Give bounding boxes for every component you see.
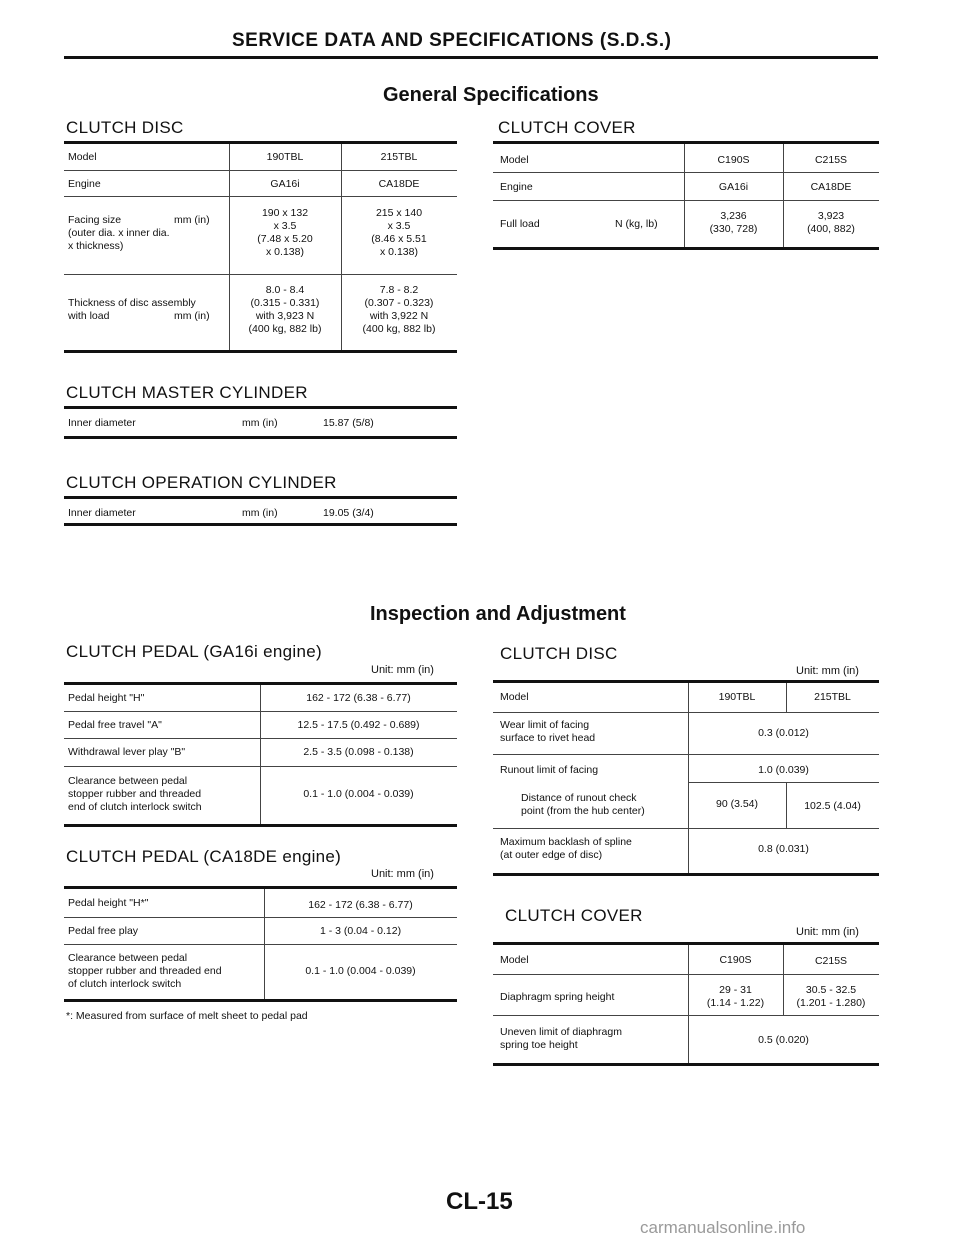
- cover-engine-ca18de: CA18DE: [810, 181, 852, 193]
- operation-cylinder-title: CLUTCH OPERATION CYLINDER: [66, 473, 337, 492]
- distance-runout-label-line: point (from the hub center): [521, 805, 645, 817]
- rule: [493, 172, 879, 173]
- general-specifications-title: General Specifications: [383, 84, 599, 106]
- disc-model-190tbl: 190TBL: [718, 691, 756, 703]
- rule: [64, 711, 457, 712]
- clearance-ca18de-label: [68, 952, 222, 991]
- rule: [493, 141, 879, 144]
- header-rule: [64, 56, 878, 59]
- uneven-limit-value: 0.5 (0.020): [758, 1034, 809, 1046]
- cover-insp-model-label: Model: [500, 954, 529, 966]
- uneven-limit-label-line: spring toe height: [500, 1039, 578, 1051]
- thickness-190-line: (0.315 - 0.331): [250, 297, 320, 309]
- wear-limit-label-line: Wear limit of facing: [500, 719, 590, 731]
- thickness-190-line: (400 kg, 882 lb): [248, 323, 322, 335]
- thickness-unit: mm (in): [174, 310, 210, 322]
- withdrawal-lever-label: Withdrawal lever play "B": [68, 746, 186, 758]
- facing-215-line: x 3.5: [387, 220, 411, 232]
- facing-size-unit: mm (in): [174, 214, 210, 226]
- facing-size-190: [229, 207, 341, 259]
- diaphragm-c190: [688, 984, 783, 1010]
- cover-model-label: Model: [500, 154, 529, 166]
- rule: [64, 766, 457, 767]
- clearance-ca18de-label-line: stopper rubber and threaded end: [68, 965, 222, 977]
- cover-engine-ga16i: GA16i: [718, 181, 749, 193]
- runout-limit-label: Runout limit of facing: [500, 764, 599, 776]
- cover-model-c215s: C215S: [814, 154, 848, 166]
- uneven-limit-label: [500, 1026, 622, 1052]
- inspection-adjustment-title: Inspection and Adjustment: [370, 603, 626, 625]
- cover-engine-label: Engine: [500, 181, 533, 193]
- rule: [64, 196, 457, 197]
- inspection-clutch-cover-title: CLUTCH COVER: [505, 906, 643, 925]
- rule: [493, 873, 879, 876]
- full-load-label: Full load: [500, 218, 540, 230]
- model-215tbl: 215TBL: [380, 151, 418, 163]
- model-190tbl: 190TBL: [266, 151, 304, 163]
- cover-insp-model-c190s: C190S: [719, 954, 752, 966]
- rule: [493, 828, 879, 829]
- rule: [493, 200, 879, 201]
- thickness-190-line: 8.0 - 8.4: [265, 284, 305, 296]
- full-load-c190-line: 3,236: [720, 210, 747, 222]
- diaphragm-c190-line: (1.14 - 1.22): [706, 997, 765, 1009]
- cover-model-c190s: C190S: [717, 154, 750, 166]
- facing-190-line: 190 x 132: [261, 207, 309, 219]
- rule: [493, 247, 879, 250]
- pedal-free-play-label: Pedal free play: [68, 925, 139, 937]
- rule: [64, 496, 457, 499]
- pedal-height-h-label: Pedal height "H*": [68, 897, 149, 909]
- runout-limit-value: 1.0 (0.039): [758, 764, 809, 776]
- rule: [64, 350, 457, 353]
- diaphragm-c190-line: 29 - 31: [719, 984, 752, 996]
- withdrawal-lever-value: 2.5 - 3.5 (0.098 - 0.138): [303, 746, 414, 758]
- thickness-215: [341, 284, 457, 336]
- master-cylinder-title: CLUTCH MASTER CYLINDER: [66, 383, 308, 402]
- pedal-free-travel-label: Pedal free travel "A": [68, 719, 162, 731]
- rule: [493, 754, 879, 755]
- general-clutch-disc-title: CLUTCH DISC: [66, 118, 184, 137]
- thickness-215-line: with 3,922 N: [369, 310, 429, 322]
- master-cylinder-label: Inner diameter: [68, 417, 136, 429]
- wear-limit-label-line: surface to rivet head: [500, 732, 596, 744]
- page-number: CL-15: [446, 1188, 513, 1215]
- rule: [493, 1063, 879, 1066]
- model-label: Model: [68, 151, 97, 163]
- rule: [64, 886, 457, 889]
- master-cylinder-value: 15.87 (5/8): [323, 417, 374, 429]
- wear-limit-label: [500, 719, 595, 745]
- pedal-height-h-value: 162 - 172 (6.38 - 6.77): [308, 899, 413, 911]
- pedal-ca18de-title: CLUTCH PEDAL (CA18DE engine): [66, 847, 342, 866]
- clearance-label-line: end of clutch interlock switch: [68, 801, 202, 813]
- clearance-label-line: Clearance between pedal: [68, 775, 188, 787]
- pedal-free-play-value: 1 - 3 (0.04 - 0.12): [319, 925, 402, 937]
- inspection-clutch-disc-unit: Unit: mm (in): [796, 665, 859, 677]
- distance-runout-label-line: Distance of runout check: [521, 792, 637, 804]
- rule: [64, 999, 457, 1002]
- backlash-label: [500, 836, 632, 862]
- general-clutch-cover-title: CLUTCH COVER: [498, 118, 636, 137]
- rule: [64, 738, 457, 739]
- facing-190-line: x 0.138): [266, 246, 304, 258]
- rule: [493, 942, 879, 945]
- distance-215-value: 102.5 (4.04): [804, 800, 861, 812]
- pedal-height-value: 162 - 172 (6.38 - 6.77): [306, 692, 411, 704]
- full-load-c215: [783, 210, 879, 236]
- watermark: carmanualsonline.info: [640, 1218, 806, 1237]
- distance-runout-label: [521, 792, 645, 818]
- clearance-label-line: stopper rubber and threaded: [68, 788, 202, 800]
- rule: [493, 680, 879, 683]
- backlash-label-line: Maximum backlash of spline: [500, 836, 632, 848]
- diaphragm-c215-line: (1.201 - 1.280): [796, 997, 866, 1009]
- inspection-clutch-disc-title: CLUTCH DISC: [500, 644, 618, 663]
- facing-215-line: 215 x 140: [375, 207, 423, 219]
- uneven-limit-label-line: Uneven limit of diaphragm: [500, 1026, 622, 1038]
- diaphragm-c215-line: 30.5 - 32.5: [805, 984, 857, 996]
- facing-215-line: x 0.138): [380, 246, 418, 258]
- full-load-c190-line: (330, 728): [709, 223, 758, 235]
- wear-limit-value: 0.3 (0.012): [758, 727, 809, 739]
- rule: [493, 712, 879, 713]
- engine-ga16i: GA16i: [270, 178, 300, 190]
- distance-190-value: 90 (3.54): [715, 798, 759, 810]
- disc-model-215tbl: 215TBL: [814, 691, 851, 703]
- facing-size-label: Facing size: [68, 214, 122, 226]
- thickness-215-line: 7.8 - 8.2: [379, 284, 419, 296]
- master-cylinder-unit: mm (in): [242, 417, 278, 429]
- full-load-c215-line: 3,923: [817, 210, 845, 222]
- rule: [64, 523, 457, 526]
- diaphragm-c215: [783, 984, 879, 1010]
- rule: [64, 274, 457, 275]
- rule: [688, 782, 879, 783]
- rule: [64, 944, 457, 945]
- thickness-190: [229, 284, 341, 336]
- rule: [64, 141, 457, 144]
- clearance-value: 0.1 - 1.0 (0.004 - 0.039): [303, 788, 414, 800]
- pedal-ca18de-unit: Unit: mm (in): [371, 868, 434, 880]
- engine-label: Engine: [68, 178, 101, 190]
- thickness-190-line: with 3,923 N: [255, 310, 315, 322]
- facing-215-line: (8.46 x 5.51: [371, 233, 427, 245]
- rule: [64, 917, 457, 918]
- pedal-height-label: Pedal height "H": [68, 692, 145, 704]
- facing-size-215: [341, 207, 457, 259]
- rule: [493, 1015, 879, 1016]
- inspection-clutch-cover-unit: Unit: mm (in): [796, 926, 859, 938]
- clearance-ca18de-value: 0.1 - 1.0 (0.004 - 0.039): [305, 965, 416, 977]
- page-header-title: SERVICE DATA AND SPECIFICATIONS (S.D.S.): [232, 30, 672, 51]
- backlash-value: 0.8 (0.031): [758, 843, 809, 855]
- backlash-label-line: (at outer edge of disc): [500, 849, 603, 861]
- facing-190-line: (7.48 x 5.20: [257, 233, 313, 245]
- operation-cylinder-unit: mm (in): [242, 507, 278, 519]
- clearance-label: [68, 775, 202, 814]
- rule: [493, 974, 879, 975]
- thickness-215-line: (0.307 - 0.323): [364, 297, 434, 309]
- clearance-ca18de-label-line: of clutch interlock switch: [68, 978, 182, 990]
- facing-size-label-3: x thickness): [68, 240, 124, 252]
- full-load-c190: [684, 210, 783, 236]
- rule: [64, 824, 457, 827]
- footnote: *: Measured from surface of melt sheet to pedal pad: [66, 1010, 308, 1022]
- pedal-ga16i-unit: Unit: mm (in): [371, 664, 434, 676]
- clearance-ca18de-label-line: Clearance between pedal: [68, 952, 188, 964]
- thickness-label: Thickness of disc assembly: [68, 297, 196, 309]
- full-load-c215-line: (400, 882): [807, 223, 855, 235]
- full-load-unit: N (kg, lb): [615, 218, 658, 230]
- rule: [64, 170, 457, 171]
- engine-ca18de: CA18DE: [378, 178, 420, 190]
- cover-insp-model-c215s: C215S: [814, 955, 848, 967]
- thickness-label-2: with load: [68, 310, 110, 322]
- thickness-215-line: (400 kg, 882 lb): [362, 323, 436, 335]
- disc-model-label: Model: [500, 691, 529, 703]
- pedal-free-travel-value: 12.5 - 17.5 (0.492 - 0.689): [297, 719, 420, 731]
- rule: [64, 436, 457, 439]
- diaphragm-label: Diaphragm spring height: [500, 991, 615, 1003]
- rule: [64, 406, 457, 409]
- pedal-ga16i-title: CLUTCH PEDAL (GA16i engine): [66, 642, 322, 661]
- facing-190-line: x 3.5: [273, 220, 297, 232]
- facing-size-label-2: (outer dia. x inner dia.: [68, 227, 170, 239]
- operation-cylinder-label: Inner diameter: [68, 507, 136, 519]
- operation-cylinder-value: 19.05 (3/4): [323, 507, 374, 519]
